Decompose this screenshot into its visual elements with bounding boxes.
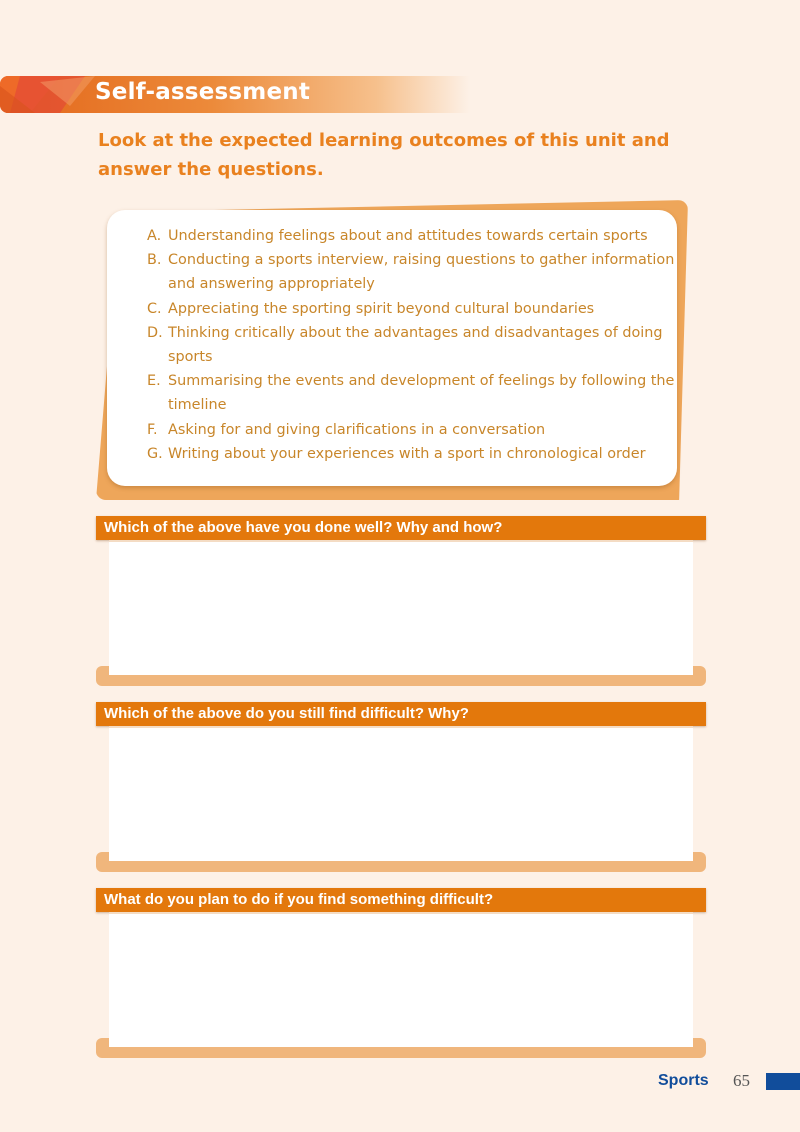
outcome-item bbox=[147, 297, 677, 321]
outcome-item bbox=[147, 442, 677, 466]
outcomes-card bbox=[107, 210, 677, 486]
answer-area[interactable] bbox=[109, 540, 693, 674]
outcome-letter: B. bbox=[147, 252, 162, 269]
answer-area[interactable] bbox=[109, 726, 693, 860]
section-banner bbox=[0, 76, 470, 113]
outcome-text: Writing about your experiences with a sport in chronological order bbox=[168, 445, 646, 462]
outcome-letter: E. bbox=[147, 373, 161, 390]
outcome-letter: G. bbox=[147, 445, 163, 462]
outcome-item bbox=[147, 321, 677, 369]
outcome-item bbox=[147, 369, 677, 417]
outcome-text: Summarising the events and development of feelings by following the timeline bbox=[168, 373, 675, 414]
question-text: What do you plan to do if you find something difficult? bbox=[104, 891, 494, 908]
answer-area[interactable] bbox=[109, 912, 693, 1046]
outcome-letter: D. bbox=[147, 324, 163, 341]
outcome-item bbox=[147, 224, 677, 248]
outcome-letter: C. bbox=[147, 300, 162, 317]
question-text: Which of the above have you done well? Why and how? bbox=[104, 519, 503, 536]
question-heading bbox=[96, 516, 706, 540]
answer-area-bottom bbox=[96, 1038, 706, 1058]
instructions: Look at the expected learning outcomes of this unit and answer the questions. bbox=[98, 130, 670, 180]
outcome-letter: F. bbox=[147, 421, 158, 438]
outcomes-list bbox=[107, 210, 677, 466]
outcome-text: Appreciating the sporting spirit beyond cultural boundaries bbox=[168, 300, 595, 317]
outcome-text: Conducting a sports interview, raising questions to gather information and answering appropriately bbox=[168, 252, 675, 293]
answer-area-bottom bbox=[96, 852, 706, 872]
outcome-text: Understanding feelings about and attitudes towards certain sports bbox=[168, 228, 648, 244]
footer-section-name: Sports bbox=[658, 1072, 709, 1089]
outcome-item bbox=[147, 248, 677, 296]
outcome-text: Thinking critically about the advantages and disadvantages of doing sports bbox=[168, 324, 663, 366]
question-heading bbox=[96, 702, 706, 726]
outcome-item bbox=[147, 418, 677, 442]
answer-area-bottom bbox=[96, 666, 706, 686]
footer-tab bbox=[766, 1073, 800, 1090]
page-title: Self-assessment bbox=[95, 79, 311, 105]
outcome-text: Asking for and giving clarifications in a conversation bbox=[168, 421, 546, 438]
question-heading bbox=[96, 888, 706, 912]
page-number: 65 bbox=[733, 1071, 750, 1090]
outcome-letter: A. bbox=[147, 228, 162, 244]
question-text: Which of the above do you still find difficult? Why? bbox=[104, 705, 469, 722]
